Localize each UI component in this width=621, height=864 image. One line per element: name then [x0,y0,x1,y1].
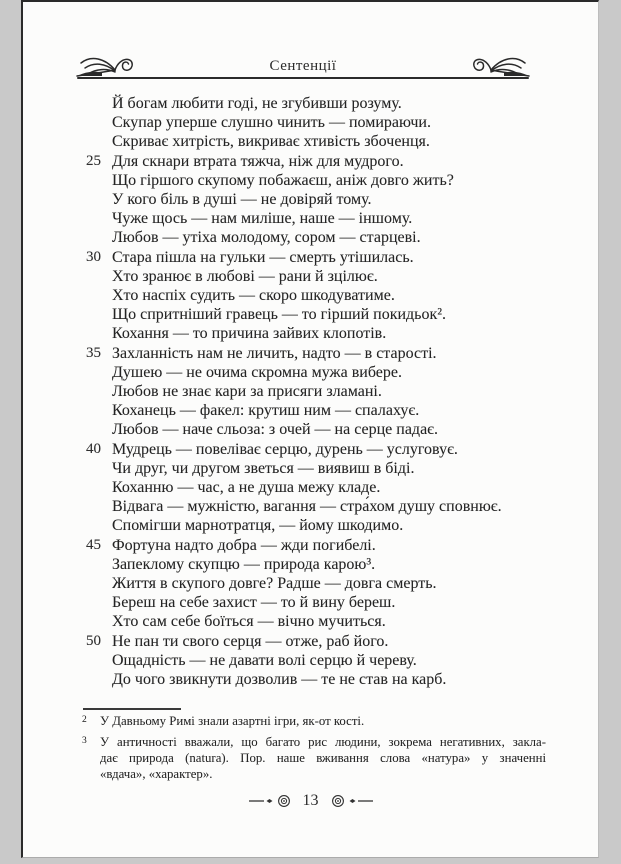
verse-line-text: Чуже щось — нам миліше, наше — іншому. [112,210,413,228]
verse-line-text: Любов не знає кари за присяги зламані. [112,383,382,401]
verse-line [112,612,502,631]
verse-line-text: Чи друг, чи другом зветься — виявиш в біді. [112,459,415,477]
footer-ornament-left-icon [248,793,294,809]
verse-line-text: Для скнари втрата тяжча, ніж для мудрого. [112,152,404,170]
verse-line [112,267,502,286]
verse-line [112,113,502,132]
book-page [21,0,599,858]
verse-line-text: Стара пішла на гульки — смерть утішилась. [112,248,414,266]
verse-line-text: Спомігши марнотратця, — йому шкодимо. [112,517,404,535]
footer-ornament-right-icon [328,793,374,809]
verse-line-text: Коханець — факел: крутиш ним — спалахує. [112,402,420,420]
verse-line-text: Ощадність — не давати волі серцю й череву. [112,651,417,669]
verse-line [112,401,502,420]
verse-line [112,478,502,497]
verse-line-text: Хто сам себе боїться — вічно мучиться. [112,613,386,631]
verse-line [86,440,502,459]
verse-line-text: Захланність нам не личить, надто — в старості. [112,344,437,362]
verse-line [112,651,502,670]
verse-line [112,190,502,209]
verse-block [86,94,502,689]
verse-line-number: 35 [86,344,101,361]
page-footer [23,792,598,810]
verse-line-text: Не пан ти свого серця — отже, раб його. [112,632,389,650]
verse-line [112,171,502,190]
footnote-3-text [100,735,546,782]
footnote-3-line: «вдача», «характер». [100,766,213,781]
verse-line [112,132,502,151]
verse-line [112,516,502,535]
running-title: Сентенції [269,58,337,74]
verse-line-text: Кохання — то причина зайвих клопотів. [112,325,387,343]
verse-line-text: Любов — утіха молодому, сором — старцеві. [112,229,421,247]
verse-line [112,497,502,516]
footnote-separator [83,708,181,710]
page-number: 13 [302,792,319,809]
verse-line [86,248,502,267]
verse-line-text: У кого біль в душі — не довіряй тому. [112,191,372,209]
verse-line [112,286,502,305]
verse-line [112,209,502,228]
verse-line [112,382,502,401]
verse-line [112,324,502,343]
verse-line-text: До чого звикнути дозволив — те не став на карб. [112,671,447,689]
verse-line [112,574,502,593]
verse-line [86,536,502,555]
verse-line-text: Хто наспіх судить — скоро шкодуватиме. [112,287,395,305]
verse-line-number: 30 [86,248,101,265]
verse-line [86,344,502,363]
verse-line-text: Коханню — час, а не душа межу кладе. [112,479,381,497]
verse-line-text: Відвага — мужністю, вагання — стра́хом душу сповнює. [112,498,502,516]
header-rule [77,77,529,79]
verse-line-text: Що гіршого скупому побажаєш, аніж довго жить? [112,171,454,189]
verse-line-number: 50 [86,632,101,649]
verse-line [112,459,502,478]
footnote-2-line: У Давньому Римі знали азартні ігри, як-от кості. [100,714,365,728]
verse-line-text: Мудрець — повеліває серцю, дурень — услуговує. [112,440,458,458]
verse-line-number: 45 [86,536,101,553]
verse-line [112,94,502,113]
footnote-3-line: У античності вважали, що багато рис людини, зокрема негативних, закла- [100,735,546,749]
verse-line [112,228,502,247]
verse-line-text: Береш на себе захист — то й вину береш. [112,594,396,612]
verse-line-text: Запеклому скупцю — природа карою³. [112,555,376,573]
footnote-3-line: дає природа (natura). Пор. наше вживання слова «натура» у значенні [100,750,546,765]
flourish-left-icon [75,51,139,79]
verse-line-text: Й богам любити годі, не згубивши розуму. [112,95,402,112]
verse-line-text: Що спритніший гравець — то гірший покидьок². [112,306,447,324]
verse-line-text: Фортуна надто добра — жди погибелі. [112,536,376,554]
verse-line [112,363,502,382]
verse-line [112,420,502,439]
verse-line-number: 25 [86,152,101,169]
verse-line-text: Життя в скупого довге? Радше — довга смерть. [112,575,437,593]
footnote-3 [79,735,546,782]
verse-line-text: Любов — наче сльоза: з очей — на серце падає. [112,421,439,439]
flourish-right-icon [467,51,531,79]
verse-line [86,632,502,651]
verse-line-text: Скриває хитрість, викриває хтивість збоченця. [112,133,430,151]
footnote-2-text [100,714,546,730]
verse-line [112,670,502,689]
verse-line [112,305,502,324]
footnote-2-marker: 2 [82,715,87,725]
footnote-3-marker: 3 [82,736,87,746]
verse-line-text: Скупар уперше слушно чинить — помираючи. [112,114,431,132]
footnote-2 [79,714,546,730]
verse-line [86,152,502,171]
verse-line-text: Душею — не очима скромна мужа вибере. [112,363,402,381]
verse-line-text: Хто зранює в любові — рани й зцілює. [112,267,378,285]
verse-line [112,593,502,612]
verse-line [112,555,502,574]
verse-line-number: 40 [86,440,101,457]
